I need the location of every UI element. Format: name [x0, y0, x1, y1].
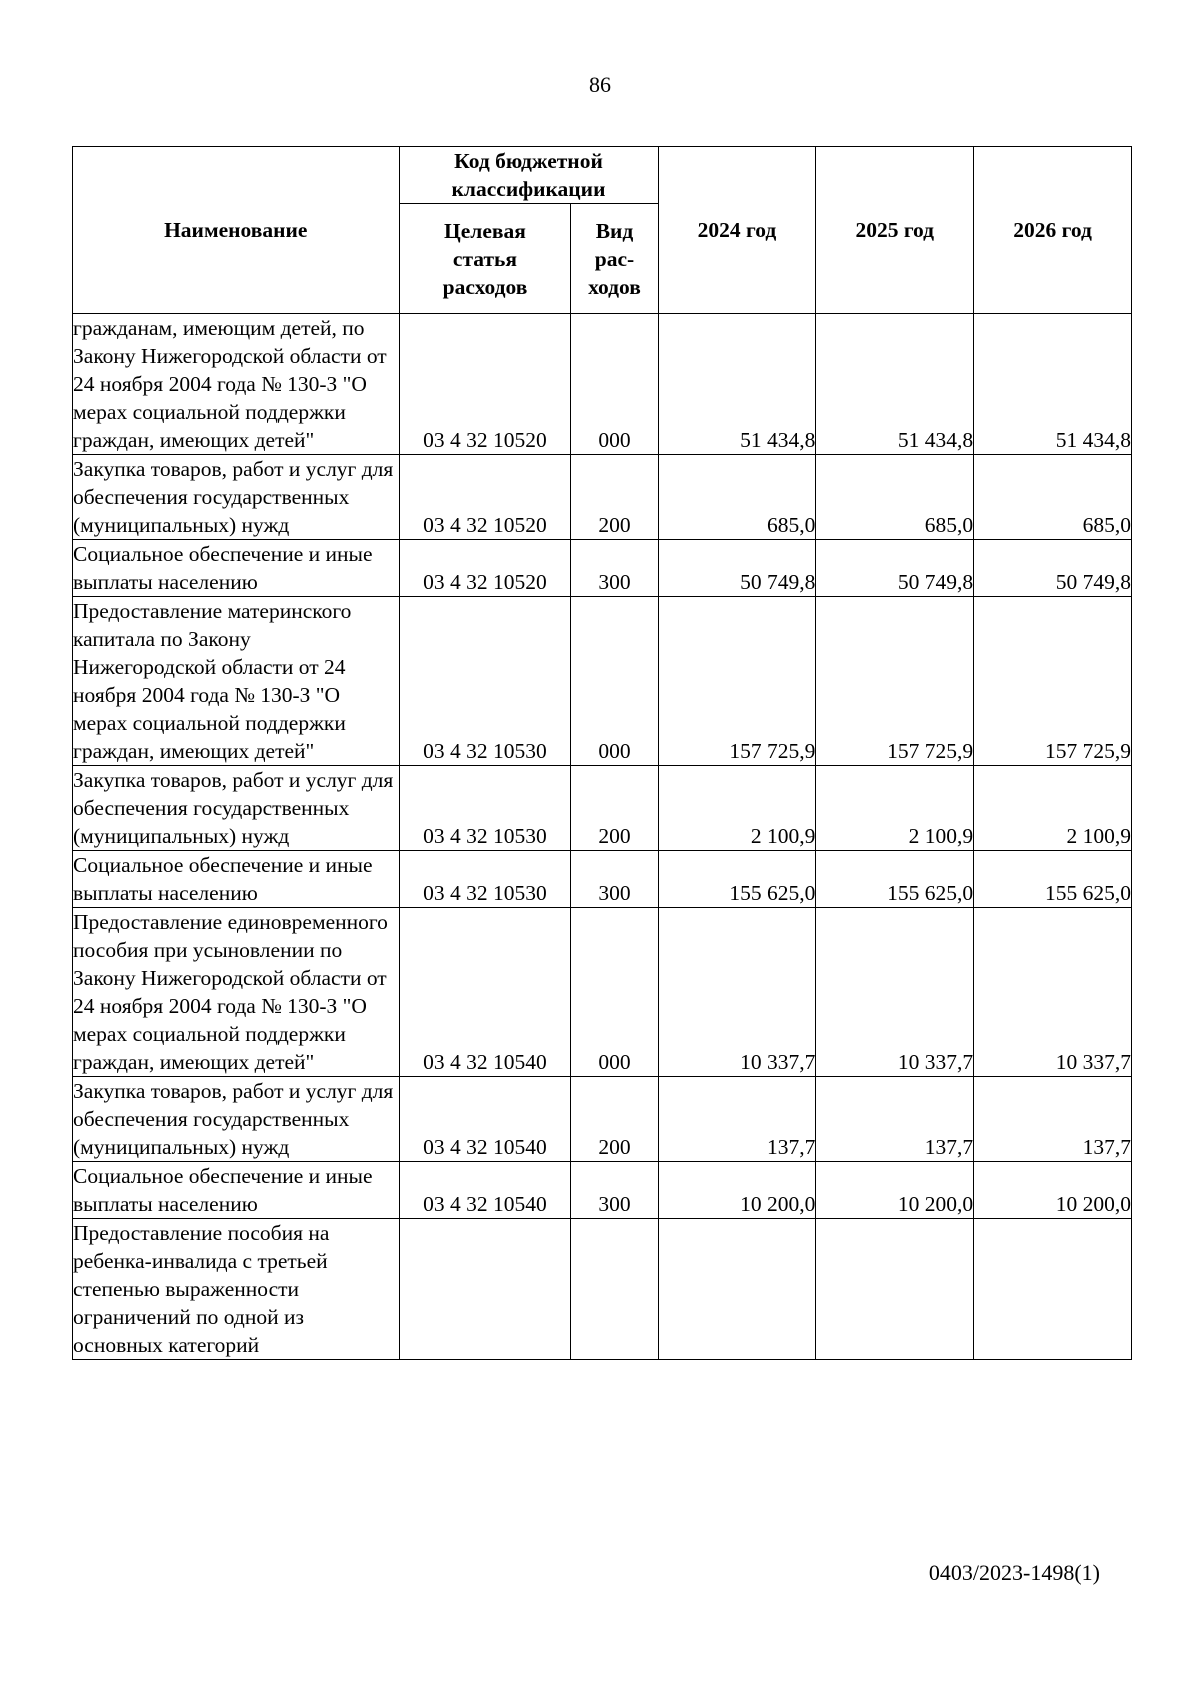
row-value-2025 [816, 1219, 974, 1360]
row-value-2024: 2 100,9 [658, 766, 816, 851]
row-target-article: 03 4 32 10520 [399, 455, 571, 540]
row-name: Предоставление пособия на ребенка-инвалида с третьей степенью выраженности ограничений по одной из основных категорий [73, 1219, 400, 1360]
row-expense-type: 200 [571, 1077, 658, 1162]
row-expense-type: 000 [571, 597, 658, 766]
row-target-article: 03 4 32 10530 [399, 851, 571, 908]
row-value-2026: 157 725,9 [974, 597, 1132, 766]
row-value-2026: 51 434,8 [974, 314, 1132, 455]
table-row [73, 540, 1132, 597]
row-name: Социальное обеспечение и иные выплаты населению [73, 1162, 400, 1219]
row-value-2024: 51 434,8 [658, 314, 816, 455]
row-value-2025: 10 200,0 [816, 1162, 974, 1219]
row-value-2024: 155 625,0 [658, 851, 816, 908]
row-expense-type: 200 [571, 455, 658, 540]
table-row [73, 1162, 1132, 1219]
document-code: 0403/2023-1498(1) [928, 1560, 1100, 1585]
row-target-article: 03 4 32 10540 [399, 1162, 571, 1219]
row-name: Закупка товаров, работ и услуг для обеспечения государственных (муниципальных) нужд [73, 455, 400, 540]
header-target-article: Целевая статья расходов [399, 204, 571, 314]
row-value-2025: 10 337,7 [816, 908, 974, 1077]
row-name: Закупка товаров, работ и услуг для обеспечения государственных (муниципальных) нужд [73, 766, 400, 851]
row-value-2024 [658, 1219, 816, 1360]
row-name: гражданам, имеющим детей, по Закону Нижегородской области от 24 ноября 2004 года № 130-З "О мерах социальной поддержки граждан, имеющих детей" [73, 314, 400, 455]
row-expense-type: 300 [571, 1162, 658, 1219]
row-target-article: 03 4 32 10530 [399, 766, 571, 851]
row-target-article: 03 4 32 10540 [399, 908, 571, 1077]
row-value-2024: 10 200,0 [658, 1162, 816, 1219]
row-value-2024: 10 337,7 [658, 908, 816, 1077]
row-value-2025: 157 725,9 [816, 597, 974, 766]
row-value-2025: 155 625,0 [816, 851, 974, 908]
row-name: Социальное обеспечение и иные выплаты населению [73, 851, 400, 908]
page-number: 86 [589, 72, 611, 97]
table-body [73, 314, 1132, 1360]
row-value-2026 [974, 1219, 1132, 1360]
row-name: Социальное обеспечение и иные выплаты населению [73, 540, 400, 597]
row-value-2025: 2 100,9 [816, 766, 974, 851]
header-name: Наименование [73, 147, 400, 314]
row-expense-type: 000 [571, 908, 658, 1077]
table-row [73, 1077, 1132, 1162]
row-name: Предоставление материнского капитала по Закону Нижегородской области от 24 ноября 2004 года № 130-З "О мерах социальной поддержки граждан, имеющих детей" [73, 597, 400, 766]
row-value-2025: 137,7 [816, 1077, 974, 1162]
header-year-2026: 2026 год [974, 147, 1132, 314]
header-code-group: Код бюджетной классификации [399, 147, 658, 204]
row-target-article: 03 4 32 10520 [399, 540, 571, 597]
table-row [73, 1219, 1132, 1360]
row-value-2026: 137,7 [974, 1077, 1132, 1162]
row-value-2026: 10 337,7 [974, 908, 1132, 1077]
row-value-2025: 51 434,8 [816, 314, 974, 455]
row-value-2025: 685,0 [816, 455, 974, 540]
row-value-2025: 50 749,8 [816, 540, 974, 597]
row-value-2026: 50 749,8 [974, 540, 1132, 597]
row-name: Предоставление единовременного пособия при усыновлении по Закону Нижегородской области от 24 ноября 2004 года № 130-З "О мерах социальной поддержки граждан, имеющих детей" [73, 908, 400, 1077]
header-expense-type: Вид рас- ходов [571, 204, 658, 314]
row-target-article: 03 4 32 10530 [399, 597, 571, 766]
row-value-2024: 50 749,8 [658, 540, 816, 597]
row-target-article [399, 1219, 571, 1360]
row-value-2026: 155 625,0 [974, 851, 1132, 908]
table-row [73, 597, 1132, 766]
row-expense-type: 200 [571, 766, 658, 851]
header-year-2025: 2025 год [816, 147, 974, 314]
row-value-2024: 157 725,9 [658, 597, 816, 766]
row-value-2026: 10 200,0 [974, 1162, 1132, 1219]
table-row [73, 455, 1132, 540]
row-expense-type: 300 [571, 540, 658, 597]
row-target-article: 03 4 32 10520 [399, 314, 571, 455]
row-value-2024: 685,0 [658, 455, 816, 540]
row-name: Закупка товаров, работ и услуг для обеспечения государственных (муниципальных) нужд [73, 1077, 400, 1162]
table-row [73, 766, 1132, 851]
row-expense-type [571, 1219, 658, 1360]
row-expense-type: 000 [571, 314, 658, 455]
budget-table [72, 146, 1132, 1360]
row-expense-type: 300 [571, 851, 658, 908]
header-year-2024: 2024 год [658, 147, 816, 314]
table-row [73, 314, 1132, 455]
row-target-article: 03 4 32 10540 [399, 1077, 571, 1162]
table-row [73, 851, 1132, 908]
row-value-2026: 2 100,9 [974, 766, 1132, 851]
row-value-2026: 685,0 [974, 455, 1132, 540]
row-value-2024: 137,7 [658, 1077, 816, 1162]
table-row [73, 908, 1132, 1077]
